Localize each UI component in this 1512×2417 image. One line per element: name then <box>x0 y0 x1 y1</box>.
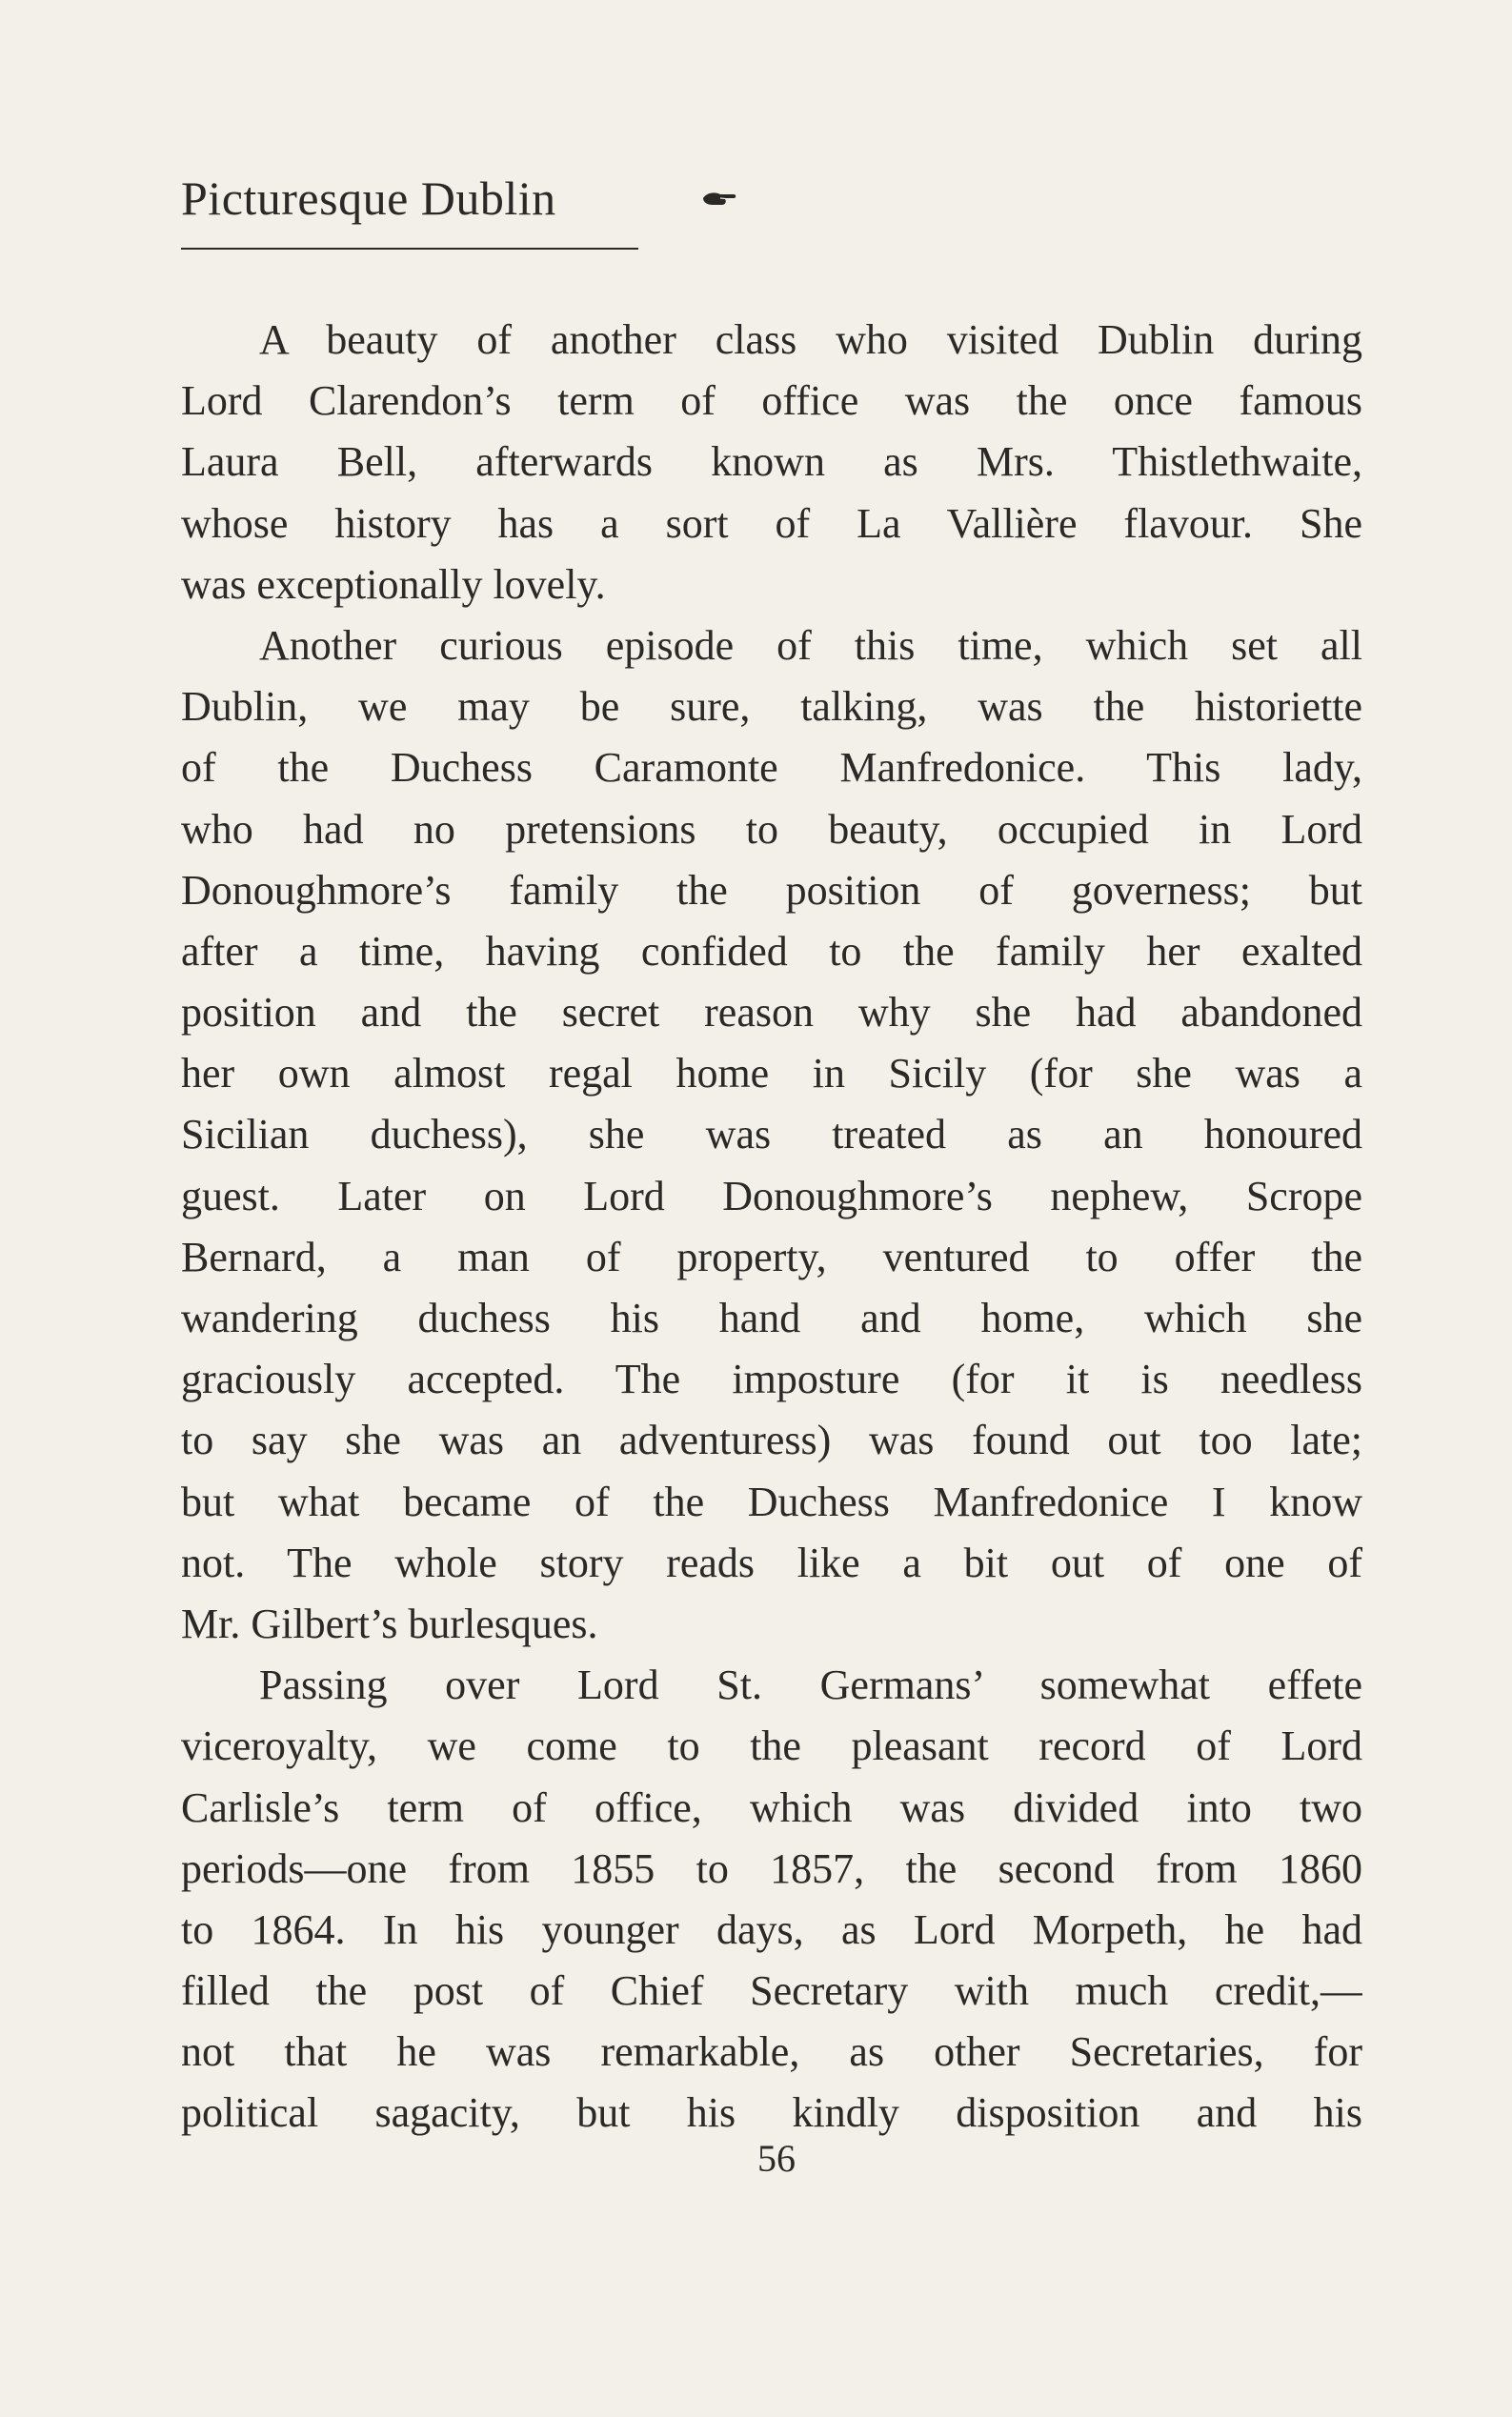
text-line: not. The whole story reads like a bit out of one of <box>181 1539 1362 1586</box>
text-line: after a time, having confided to the family her exalted <box>181 927 1362 975</box>
text-line: filled the post of Chief Secretary with much credit,— <box>181 1967 1362 2015</box>
text-line: Passing over Lord St. Germans’ somewhat effete <box>259 1662 1362 1709</box>
text-line: was exceptionally lovely. <box>181 560 606 608</box>
text-line: A beauty of another class who visited Dublin during <box>259 316 1362 363</box>
text-line: Carlisle’s term of office, which was divided into two <box>181 1783 1362 1831</box>
text-line: viceroyalty, we come to the pleasant record of Lord <box>181 1722 1362 1770</box>
text-line: whose history has a sort of La Vallière flavour. She <box>181 499 1362 547</box>
running-head <box>181 170 638 255</box>
running-head-title: Picturesque Dublin <box>181 171 556 225</box>
text-line: wandering duchess his hand and home, which she <box>181 1295 1362 1341</box>
text-line: Mr. Gilbert’s burlesques. <box>181 1600 598 1647</box>
text-line: periods—one from 1855 to 1857, the second from 1860 <box>181 1844 1362 1892</box>
text-line: Another curious episode of this time, which set all <box>259 621 1362 669</box>
text-line: not that he was remarkable, as other Secretaries, for <box>181 2028 1362 2076</box>
running-head-rule <box>181 248 638 250</box>
text-line: to 1864. In his younger days, as Lord Morpeth, he had <box>181 1905 1362 1953</box>
text-line: to say she was an adventuress) was found out too late; <box>181 1417 1362 1464</box>
text-line: Laura Bell, afterwards known as Mrs. Thistlethwaite, <box>181 438 1362 486</box>
text-line: graciously accepted. The imposture (for it is needless <box>181 1356 1362 1403</box>
body-text <box>181 310 1362 2145</box>
text-line: Donoughmore’s family the position of governess; but <box>181 866 1362 914</box>
text-line: position and the secret reason why she had abandoned <box>181 989 1362 1037</box>
text-line: guest. Later on Lord Donoughmore’s nephew, Scrope <box>181 1172 1362 1219</box>
text-line: Dublin, we may be sure, talking, was the historiette <box>181 683 1362 731</box>
page-number: 56 <box>757 2137 796 2180</box>
text-line: who had no pretensions to beauty, occupied in Lord <box>181 805 1362 853</box>
text-line: but what became of the Duchess Manfredonice I know <box>181 1478 1362 1525</box>
text-line: Lord Clarendon’s term of office was the once famous <box>181 377 1362 425</box>
text-line: Bernard, a man of property, ventured to offer the <box>181 1233 1362 1280</box>
text-line: her own almost regal home in Sicily (for she was a <box>181 1050 1362 1098</box>
text-line: political sagacity, but his kindly disposition and his <box>181 2089 1362 2137</box>
hand-pointing-left-icon <box>701 187 739 211</box>
text-line: of the Duchess Caramonte Manfredonice. This lady, <box>181 744 1362 792</box>
text-line: Sicilian duchess), she was treated as an honoured <box>181 1111 1362 1158</box>
